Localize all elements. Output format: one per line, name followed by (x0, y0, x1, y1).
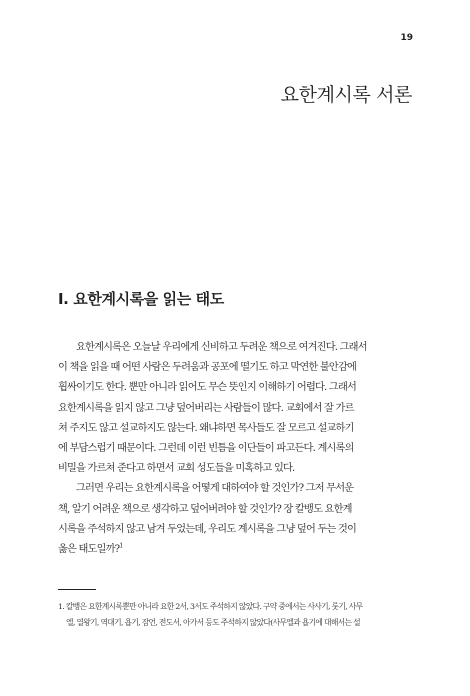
paragraph-line: 그러면 우리는 요한계시록을 어떻게 대하여야 할 것인가? 그저 무서운 (76, 483, 354, 495)
section-heading: I. 요한계시록을 읽는 태도 (58, 290, 224, 308)
body-text (58, 338, 412, 560)
paragraph-2 (58, 479, 412, 560)
paragraph-line: 요한계시록은 오늘날 우리에게 신비하고 두려운 책으로 여겨진다. 그래서 (76, 342, 367, 353)
paragraph-line: 이 책을 읽을 때 어떤 사람은 두려움과 공포에 떨기도 하고 막연한 불안감에 (58, 362, 357, 374)
paragraph-last-text: 옳은 태도일까? (58, 544, 120, 556)
footnote (58, 599, 412, 631)
paragraph-1 (58, 338, 412, 479)
paragraph-line: 휩싸이기도 한다. 뿐만 아니라 읽어도 무슨 뜻인지 이해하기 어렵다. 그래서 (58, 382, 357, 394)
paragraph-line-last (58, 540, 412, 560)
footnote-line: 엘, 열왕기, 역대기, 욥기, 잠언, 전도서, 아가서 등도 주석하지 않았다(사무엘과 욥기에 대해서는 설 (66, 618, 360, 627)
footnote-reference[interactable]: 1 (119, 542, 123, 550)
paragraph-line: 에 부담스럽기 때문이다. 그런데 이런 빈틈을 이단들이 파고든다. 계시록의 (58, 443, 354, 455)
footnote-line: 1. 칼뱅은 요한계시록뿐만 아니라 요한 2서, 3서도 주석하지 않았다. 구약 중에서는 사사기, 룻기, 사무 (58, 602, 363, 611)
footnote-divider (58, 589, 96, 590)
page-number: 19 (400, 33, 413, 43)
paragraph-line: 비밀을 가르쳐 준다고 하면서 교회 성도들을 미혹하고 있다. (58, 463, 295, 475)
paragraph-line: 책, 알기 어려운 책으로 생각하고 덮어버려야 할 것인가? 장 칼뱅도 요한계 (58, 503, 352, 515)
chapter-title: 요한계시록 서론 (280, 84, 412, 106)
paragraph-line: 요한계시록을 읽지 않고 그냥 덮어버리는 사람들이 많다. 교회에서 잘 가르 (58, 402, 354, 414)
paragraph-line: 쳐 주지도 않고 설교하지도 않는다. 왜냐하면 목사들도 잘 모르고 설교하기 (58, 422, 354, 434)
paragraph-line: 시록을 주석하지 않고 남겨 두었는데, 우리도 계시록을 그냥 덮어 두는 것이 (58, 523, 357, 535)
